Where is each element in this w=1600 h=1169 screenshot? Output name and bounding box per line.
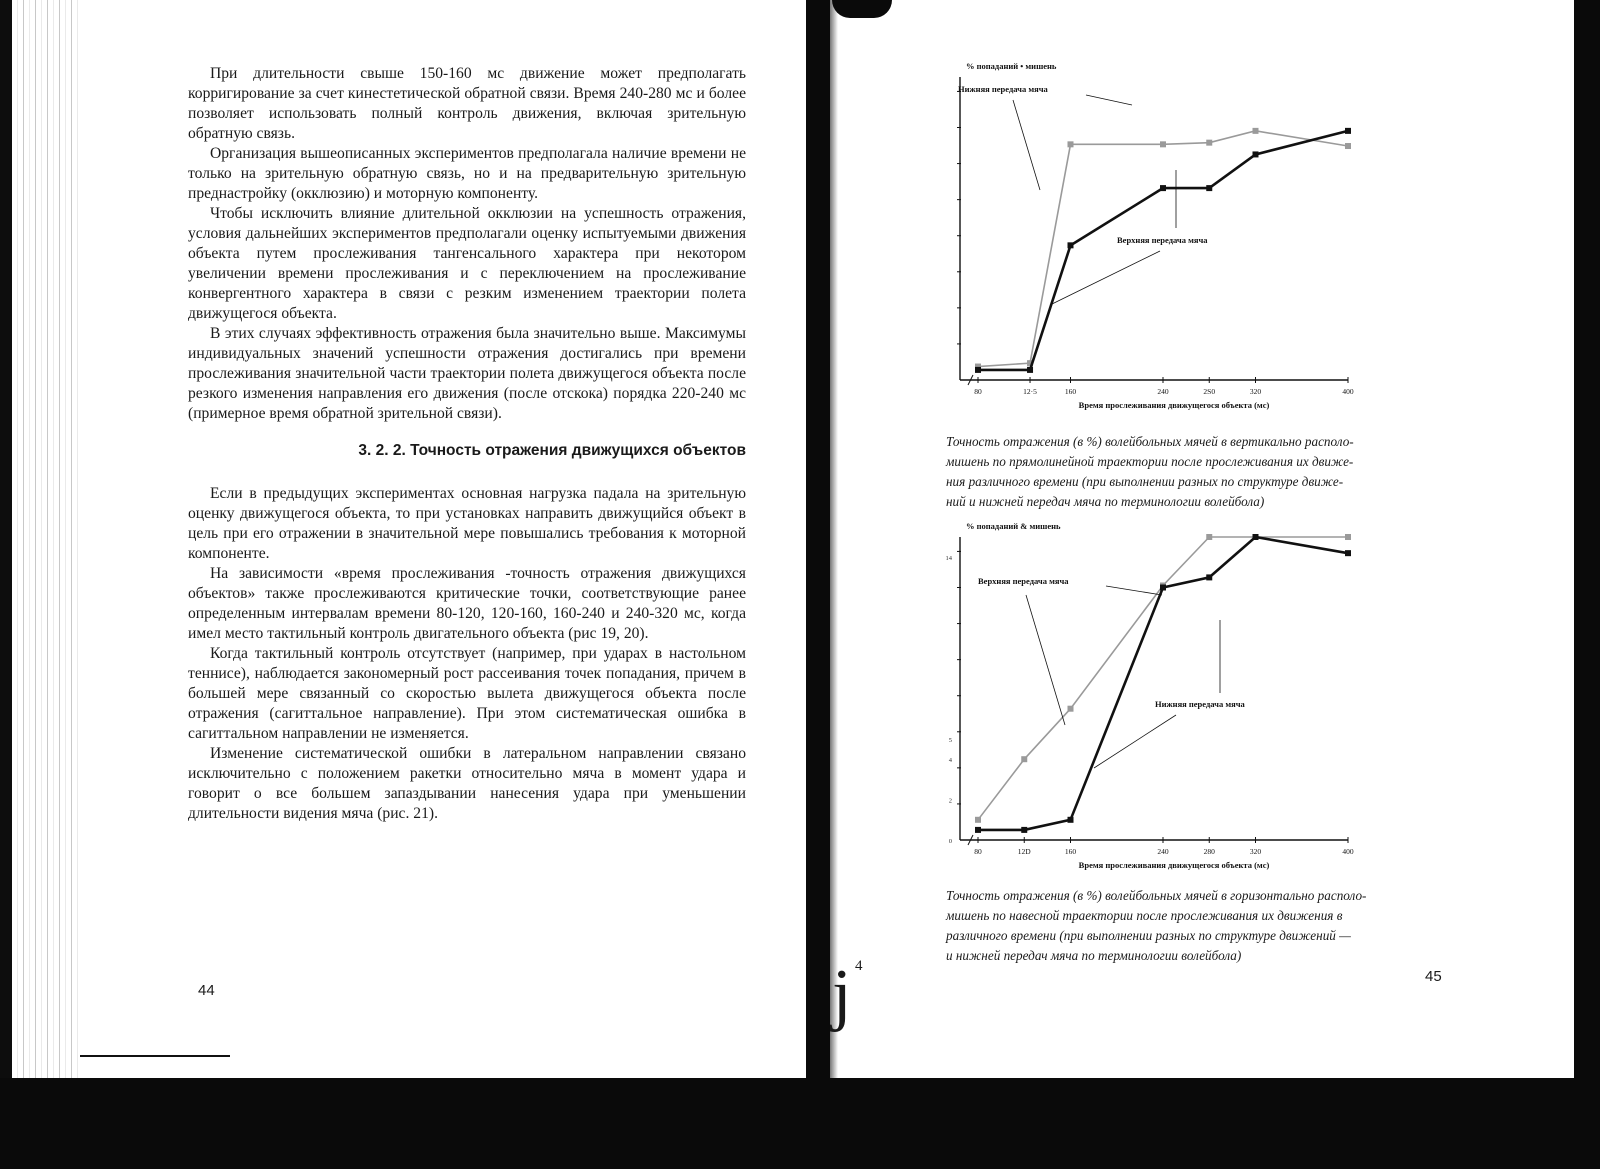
paragraph: Изменение систематической ошибки в латеральном направлении связано исключительно с положением ракетки относительно мяча в момент удара и говорит о все большем запаздывании нанесения удара при уменьшении длительности видения мяча (рис. 21). bbox=[188, 745, 746, 822]
data-point bbox=[1345, 534, 1351, 540]
series-label: Верхняя передача мяча bbox=[1117, 235, 1208, 245]
x-tick-label: 80 bbox=[974, 847, 982, 856]
paragraph: В этих случаях эффективность отражения была значительно выше. Максимумы индивидуальных значений успешности отражения достигались при времени прослеживания значительной части траектории полета движущегося объекта после резкого изменения направления его движения (после отскока) порядка 220-240 мс (примерное время обратной зрительной связи). bbox=[188, 325, 746, 422]
leader-line bbox=[1013, 100, 1040, 190]
figure-caption-top bbox=[946, 432, 1466, 512]
page-number-left: 44 bbox=[198, 982, 215, 999]
scan-edge-right bbox=[1574, 0, 1600, 1078]
gutter-shadow bbox=[830, 0, 838, 1078]
y-tick-label: 2 bbox=[948, 797, 952, 805]
stray-digit: 4 bbox=[855, 958, 863, 974]
paragraph: Когда тактильный контроль отсутствует (например, при ударах в настольном теннисе), наблюдается закономерный рост рассеивания точек попадания, причем в большей мере связанный со скоростью вылета движущегося объекта после отражения (сагиттальное направление). При этом систематическая ошибка в сагиттальном направлении не изменяется. bbox=[188, 645, 746, 742]
data-point bbox=[1021, 827, 1027, 833]
data-point bbox=[1206, 534, 1212, 540]
caption-line: Точность отражения (в %) волейбольных мячей в вертикально располо- bbox=[946, 434, 1354, 449]
data-point bbox=[1068, 242, 1074, 248]
section-heading: 3. 2. 2. Точность отражения движущихся объектов bbox=[358, 442, 746, 459]
data-point bbox=[1021, 756, 1027, 762]
caption-line: мишень по прямолинейной траектории после прослеживания их движе- bbox=[946, 454, 1354, 469]
x-tick-label: 240 bbox=[1157, 387, 1169, 396]
chart-title: % попаданий • мишень bbox=[966, 61, 1057, 71]
data-point bbox=[1027, 367, 1033, 373]
caption-line: Точность отражения (в %) волейбольных мячей в горизонтально располо- bbox=[946, 888, 1367, 903]
paragraph: Если в предыдущих экспериментах основная нагрузка падала на зрительную оценку движущегося объекта, то при установках направить движущийся объект в цель при его отражении в значительной мере повышались требования к моторной компоненте. bbox=[188, 485, 746, 562]
data-point bbox=[1160, 185, 1166, 191]
data-point bbox=[1160, 141, 1166, 147]
figure-horizontal-target-chart bbox=[900, 515, 1420, 885]
x-tick-label: 400 bbox=[1342, 847, 1354, 856]
data-point bbox=[1253, 151, 1259, 157]
data-point bbox=[1345, 128, 1351, 134]
x-tick-label: 80 bbox=[974, 387, 982, 396]
paragraph: Организация вышеописанных экспериментов предполагала наличие времени не только на зрительную обратную связь, но и на предварительную зрительную преднастройку (окклюзию) и моторную компоненту. bbox=[188, 145, 746, 202]
data-point bbox=[1253, 128, 1259, 134]
figure-caption-bottom bbox=[946, 886, 1466, 966]
data-point bbox=[975, 827, 981, 833]
page-edge-line bbox=[80, 1055, 230, 1057]
data-point bbox=[1206, 140, 1212, 146]
caption-line: мишень по навесной траектории после прослеживания их движения в bbox=[946, 908, 1343, 923]
series-label: Нижняя передача мяча bbox=[1155, 699, 1245, 709]
x-tick-label: 320 bbox=[1249, 387, 1262, 396]
x-axis-label: Время прослеживания движущегося объекта (мс) bbox=[1078, 400, 1270, 410]
data-point bbox=[1206, 185, 1212, 191]
paragraph: Чтобы исключить влияние длительной окклюзии на успешность отражения, условия дальнейших экспериментов предполагали оценку испытуемыми движения объекта путем прослеживания тангенсального характера при некотором увеличении времени прослеживания и с переключением на прослеживание конвергентного характера в связи с резким изменением траектории полета движущегося объекта. bbox=[188, 205, 746, 322]
x-tick-label: 160 bbox=[1064, 387, 1077, 396]
caption-line: ния различного времени (при выполнении разных по структуре движе- bbox=[946, 474, 1344, 489]
y-tick-label: 4 bbox=[948, 757, 952, 765]
data-point bbox=[1068, 817, 1074, 823]
leader-line bbox=[1106, 586, 1162, 595]
x-axis-label: Время прослеживания движущегося объекта (мс) bbox=[1078, 860, 1270, 870]
page-number-right: 45 bbox=[1425, 968, 1442, 985]
series-label: Нижняя передача мяча bbox=[958, 84, 1048, 94]
series-line bbox=[978, 131, 1348, 370]
x-tick-label: 12D bbox=[1017, 847, 1031, 856]
data-point bbox=[1068, 141, 1074, 147]
data-point bbox=[975, 817, 981, 823]
x-tick-label: 240 bbox=[1157, 847, 1169, 856]
x-tick-label: 160 bbox=[1064, 847, 1077, 856]
series-line bbox=[978, 131, 1348, 367]
scan-shadow-left bbox=[12, 0, 82, 1078]
scan-blot bbox=[832, 0, 892, 18]
data-point bbox=[1345, 143, 1351, 149]
leader-line bbox=[1094, 715, 1176, 768]
leader-line bbox=[1086, 95, 1132, 105]
data-point bbox=[975, 367, 981, 373]
left-page bbox=[188, 64, 746, 824]
chart-title: % попаданий & мишень bbox=[966, 521, 1061, 531]
data-point bbox=[1345, 550, 1351, 556]
caption-line: ний и нижней передач мяча по терминологии волейбола) bbox=[946, 494, 1265, 509]
x-tick-label: 400 bbox=[1342, 387, 1354, 396]
x-tick-label: 12·5 bbox=[1023, 387, 1037, 396]
data-point bbox=[1206, 574, 1212, 580]
scan-edge-bottom bbox=[0, 1078, 1600, 1169]
data-point bbox=[1160, 585, 1166, 591]
y-tick-label: 0 bbox=[948, 838, 952, 845]
paragraph: При длительности свыше 150-160 мс движение может предполагать корригирование за счет кинестетической обратной связи. Время 240-280 мс и более позволяет использовать полный контроль движения, включая зрительную обратную связь. bbox=[188, 65, 746, 142]
x-tick-label: 280 bbox=[1203, 847, 1215, 856]
y-tick-label: 5 bbox=[948, 737, 952, 744]
scan-edge-left bbox=[0, 0, 12, 1078]
data-point bbox=[1253, 534, 1259, 540]
x-tick-label: 2S0 bbox=[1203, 387, 1216, 396]
book-gutter bbox=[806, 0, 830, 1078]
caption-line: и нижней передач мяча по терминологии волейбола) bbox=[946, 948, 1242, 963]
caption-line: различного времени (при выполнении разных по структуре движений — bbox=[946, 928, 1351, 943]
x-tick-label: 320 bbox=[1249, 847, 1262, 856]
figure-vertical-target-chart bbox=[900, 55, 1420, 425]
y-tick-label: 14 bbox=[945, 555, 952, 563]
series-label: Верхняя передача мяча bbox=[978, 576, 1069, 586]
leader-line bbox=[1026, 595, 1065, 725]
stray-letter: j bbox=[832, 956, 852, 1033]
paragraph: На зависимости «время прослеживания -точность отражения движущихся объектов» также прослеживаются критические точки, соответствующие ранее определенным интервалам времени 80-120, 120-160, 160-240 и 240-320 мс, когда имел место тактильный контроль двигательного объекта (рис 19, 20). bbox=[188, 565, 746, 642]
data-point bbox=[1068, 706, 1074, 712]
